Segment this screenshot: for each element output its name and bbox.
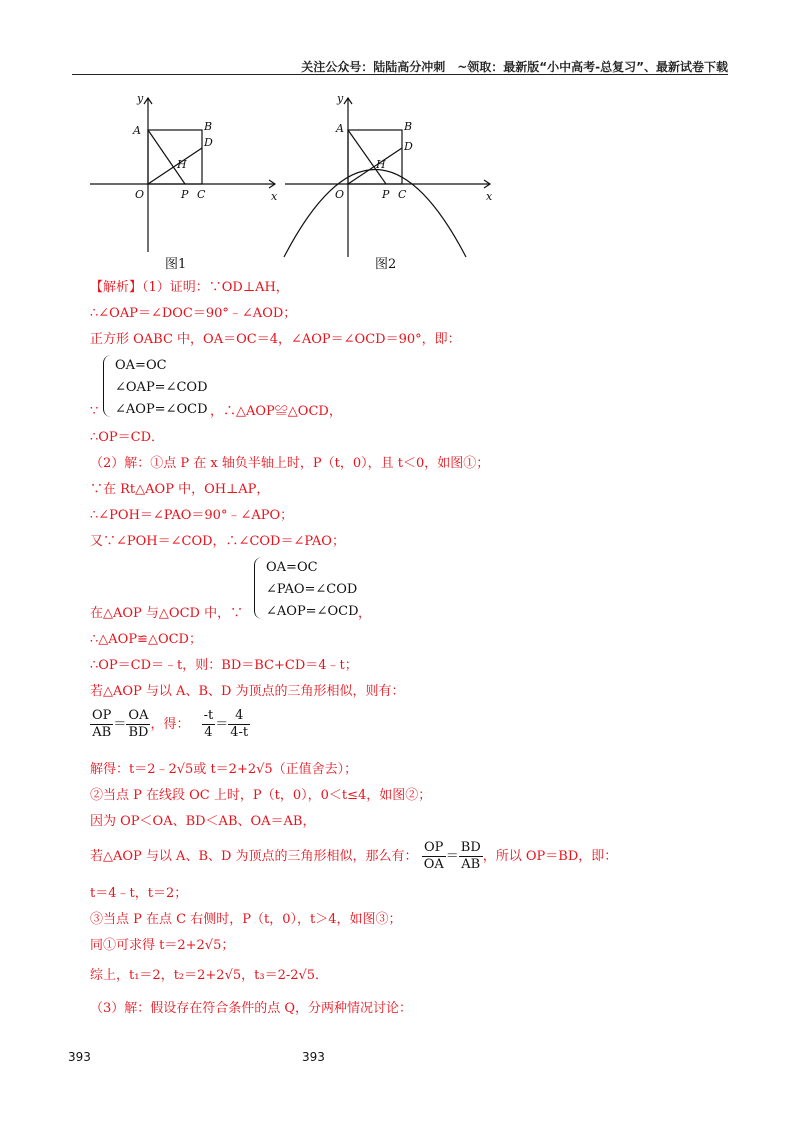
label-C: C (398, 188, 407, 201)
square-OABC (348, 130, 402, 184)
label-O: O (335, 188, 345, 201)
figure-2-caption: 图2 (375, 257, 397, 272)
square-OABC (148, 130, 202, 184)
text-line: ②当点 P 在线段 OC 上时，P（t，0），0＜t≤4，如图②； (90, 788, 432, 803)
segment-AP (348, 130, 386, 184)
label-A: A (133, 124, 141, 137)
parabola (284, 170, 466, 258)
figure-1-caption: 图1 (165, 257, 187, 272)
text-line: （2）解：①点 P 在 x 轴负半轴上时，P（t，0），且 t＜0，如图①； (90, 456, 490, 471)
fraction: $\frac{OP}{AB}$ (92, 708, 112, 740)
system-row: OA=OC (266, 560, 318, 575)
text-line: 综上，t₁＝2，t₂＝2+2√5，t₃＝2-2√5． (90, 968, 329, 983)
text-line: ∵在 Rt△AOP 中，OH⊥AP， (90, 482, 270, 497)
text-line: 因为 OP＜OA、BD＜AB、OA＝AB， (90, 814, 316, 829)
text-line: 在△AOP 与△OCD 中，∵ (90, 606, 244, 621)
text-line: 若△AOP 与以 A、B、D 为顶点的三角形相似，则有： (90, 684, 405, 699)
system-row: ∠AOP=∠OCD (266, 604, 359, 619)
figure-2 (280, 92, 500, 277)
text-line: 【解析】（1）证明：∵OD⊥AH， (90, 280, 289, 295)
label-P: P (382, 188, 390, 201)
proportion-line-2: 若△AOP 与以 A、B、D 为顶点的三角形相似，那么有： $\frac{OP}{OA}$ ＝ $\frac{BD}{AB}$ ，所以 OP＝BD，即： (90, 840, 618, 872)
label-P: P (181, 188, 189, 201)
text-line: 解得：t＝2﹣2√5或 t＝2+2√5（正值舍去）； (90, 762, 358, 777)
header-text: 关注公众号：陆陆高分冲刺 ~领取：最新版“小中高考-总复习”、最新试卷下载 (301, 60, 728, 74)
label-x: x (486, 190, 493, 203)
label-y: y (337, 92, 344, 105)
text-line: 正方形 OABC 中，OA＝OC＝4，∠AOP＝∠OCD＝90°，即： (90, 332, 461, 347)
text-line: t＝4﹣t，t＝2； (90, 886, 188, 901)
system-row: ∠PAO=∠COD (266, 582, 358, 597)
label-A: A (336, 122, 344, 135)
label-y: y (137, 92, 144, 105)
text-line: （3）解：假设存在符合条件的点 Q，分两种情况讨论： (90, 1001, 413, 1016)
text-line: ∴OP＝CD＝﹣t，则：BD＝BC+CD＝4﹣t； (90, 658, 358, 673)
page-number-left: 393 (68, 1050, 91, 1064)
proportion-line-1: $\frac{OP}{AB}$ ＝ $\frac{OA}{BD}$ ，得： $\frac{-t}{4}$ ＝ $\frac{4}{4-t}$ (92, 708, 249, 740)
label-H: H (376, 158, 386, 171)
text-line: ∴∠OAP＝∠DOC＝90°﹣∠AOD； (90, 306, 297, 321)
text-line: ∴∠POH＝∠PAO＝90°﹣∠APO； (90, 508, 294, 523)
label-D: D (404, 140, 413, 153)
text-line: ∵ (90, 404, 99, 419)
label-C: C (197, 188, 206, 201)
fraction: $\frac{4}{4-t}$ (230, 708, 249, 740)
label-D: D (204, 136, 213, 149)
segment-OD (348, 148, 402, 184)
equation-system-2 (254, 557, 359, 623)
segment-OD (148, 148, 202, 184)
label-H: H (177, 158, 187, 171)
label-x: x (271, 190, 278, 203)
segment-AP (148, 130, 185, 184)
system-row: ∠AOP=∠OCD (115, 402, 208, 417)
fraction: $\frac{-t}{4}$ (203, 708, 214, 740)
text-line: ， (358, 606, 372, 621)
label-O: O (135, 188, 145, 201)
text-line: ③当点 P 在点 C 右侧时，P（t，0），t＞4，如图③； (90, 912, 402, 927)
text-line: ∴△AOP≌△OCD； (90, 632, 202, 647)
system-row: OA=OC (115, 358, 167, 373)
system-row: ∠OAP=∠COD (115, 380, 208, 395)
label-B: B (404, 120, 413, 133)
text-line: ，∴△AOP≌△OCD， (210, 404, 342, 419)
fraction: $\frac{BD}{AB}$ (460, 840, 481, 872)
page-header (72, 58, 728, 75)
text-line: 又∵∠POH＝∠COD，∴∠COD＝∠PAO； (90, 534, 345, 549)
fraction: $\frac{OA}{BD}$ (128, 708, 149, 740)
figure-1 (85, 92, 285, 277)
fraction: $\frac{OP}{OA}$ (423, 840, 444, 872)
equation-system-1 (103, 355, 208, 421)
text-line: 同①可求得 t＝2+2√5； (90, 938, 235, 953)
page-number-center: 393 (302, 1050, 325, 1064)
label-B: B (204, 120, 213, 133)
text-line: ∴OP＝CD． (90, 430, 165, 445)
